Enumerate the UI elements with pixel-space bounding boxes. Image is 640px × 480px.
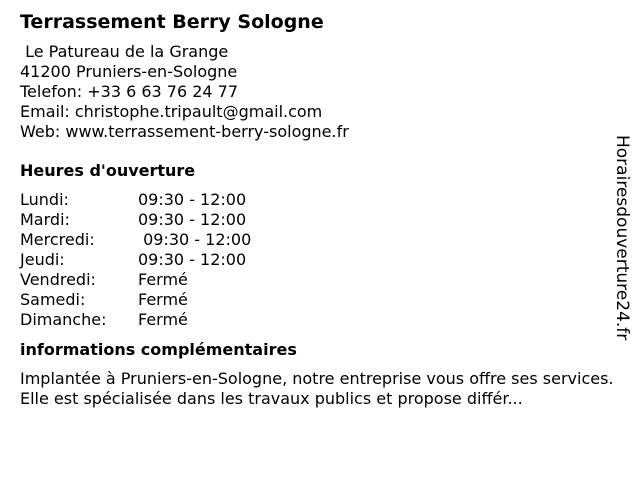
info-heading: informations complémentaires	[20, 340, 297, 359]
hours-row-thursday	[20, 250, 620, 270]
address-street: Le Patureau de la Grange	[20, 42, 229, 61]
web-line: Web: www.terrassement-berry-sologne.fr	[20, 122, 349, 141]
business-name: Terrassement Berry Sologne	[20, 11, 324, 33]
hours-row-friday	[20, 270, 620, 290]
contact-block	[20, 42, 620, 142]
hours-row-monday	[20, 190, 620, 210]
hours-day-label: Lundi:	[20, 190, 69, 209]
hours-day-label: Jeudi:	[20, 250, 65, 269]
hours-day-label: Vendredi:	[20, 270, 96, 289]
hours-time-value: Fermé	[138, 310, 188, 329]
hours-row-tuesday	[20, 210, 620, 230]
hours-time-value: 09:30 - 12:00	[138, 190, 247, 209]
hours-row-sunday	[20, 310, 620, 330]
brand-watermark: Horairesdouverture24.fr	[612, 135, 632, 341]
hours-time-value: 09:30 - 12:00	[138, 250, 247, 269]
hours-day-label: Mercredi:	[20, 230, 95, 249]
hours-table	[20, 190, 620, 330]
phone-line: Telefon: +33 6 63 76 24 77	[20, 82, 239, 101]
hours-day-label: Dimanche:	[20, 310, 107, 329]
hours-day-label: Samedi:	[20, 290, 86, 309]
business-card	[20, 10, 620, 409]
hours-time-value: 09:30 - 12:00	[138, 230, 252, 249]
hours-row-saturday	[20, 290, 620, 310]
info-description: Implantée à Pruniers-en-Sologne, notre entreprise vous offre ses services. Elle est spécialisée dans les travaux publics et propose différ...	[20, 369, 614, 408]
hours-day-label: Mardi:	[20, 210, 70, 229]
hours-heading: Heures d'ouverture	[20, 161, 196, 180]
hours-time-value: 09:30 - 12:00	[138, 210, 247, 229]
hours-time-value: Fermé	[138, 270, 188, 289]
email-line: Email: christophe.tripault@gmail.com	[20, 102, 323, 121]
hours-row-wednesday	[20, 230, 620, 250]
address-city: 41200 Pruniers-en-Sologne	[20, 62, 238, 81]
hours-time-value: Fermé	[138, 290, 188, 309]
